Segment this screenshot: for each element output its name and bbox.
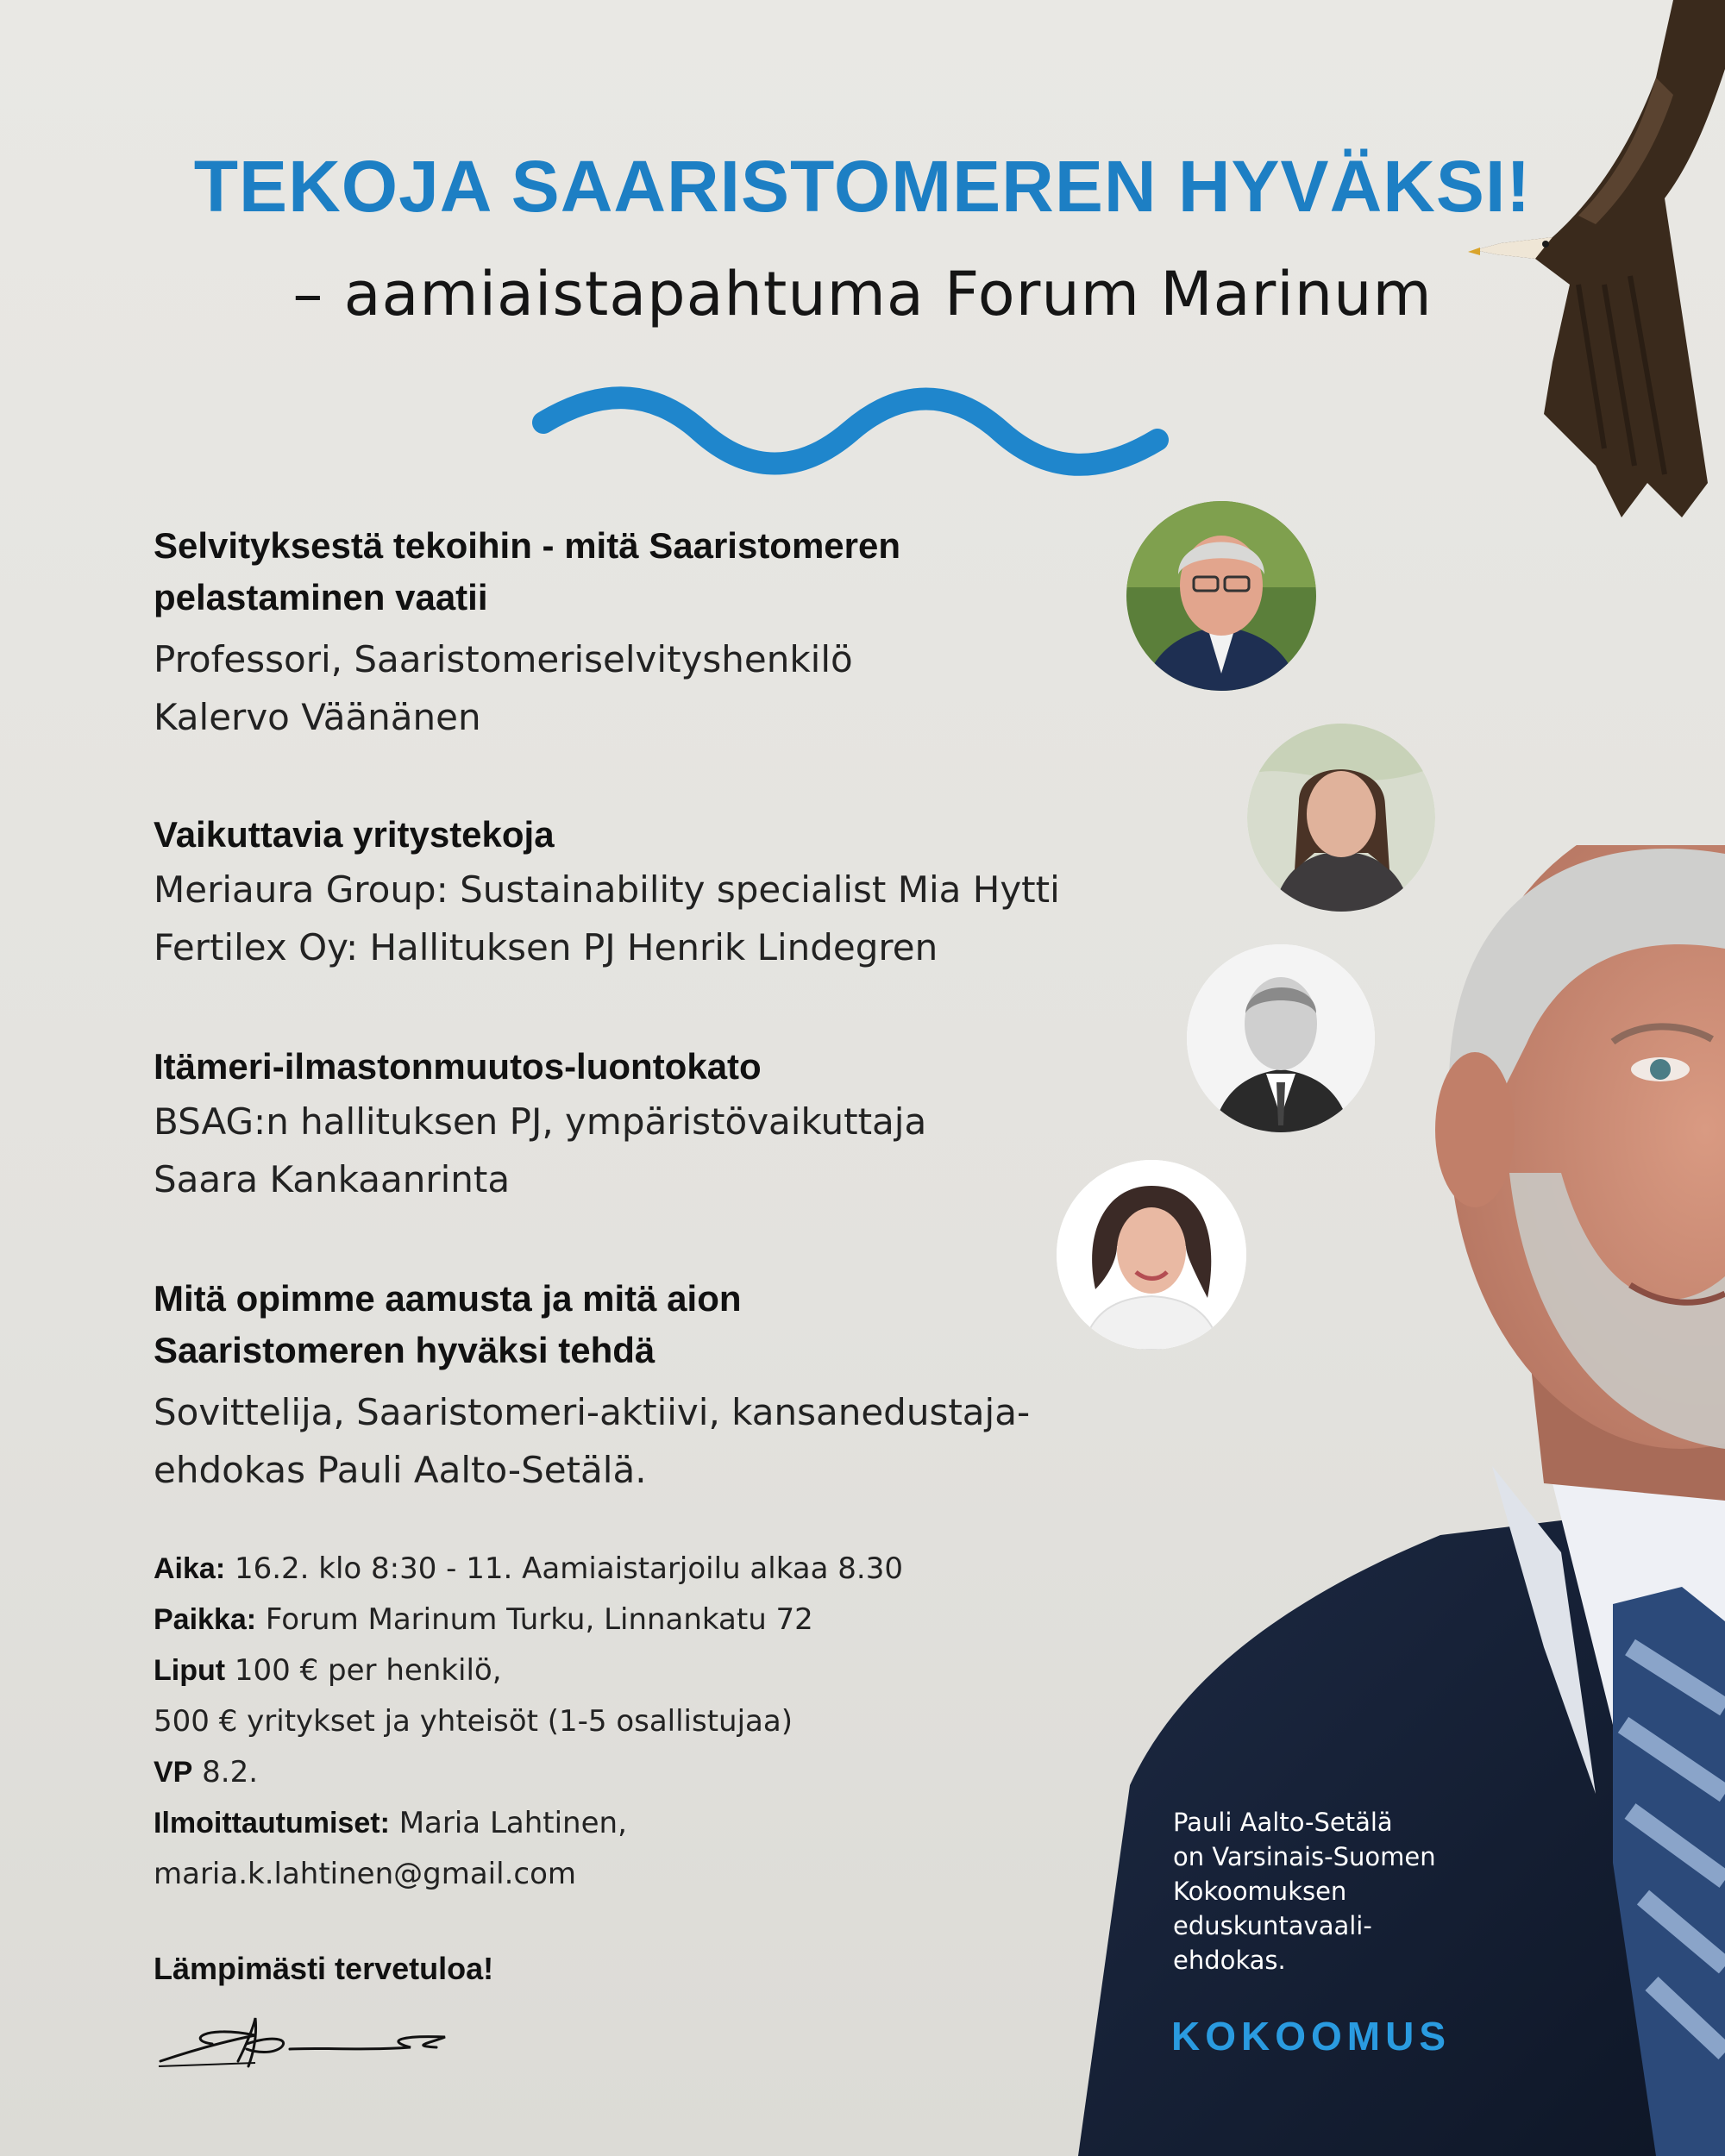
speaker-avatar-2: [1247, 724, 1435, 912]
speaker-avatar-1: [1126, 501, 1316, 691]
event-rsvp: [154, 1747, 1102, 1798]
candidate-caption: [1173, 1805, 1458, 1977]
signup-value: Maria Lahtinen,: [389, 1806, 627, 1840]
tickets-value: 100 € per henkilö,: [225, 1653, 502, 1688]
program-section-2: [154, 809, 1189, 976]
event-details: [154, 1544, 1102, 1900]
event-tickets: [154, 1645, 1102, 1696]
section-title: pelastaminen vaatii: [154, 577, 488, 617]
wave-decoration: [531, 379, 1170, 492]
event-tickets-organizations: 500 € yritykset ja yhteisöt (1-5 osallistujaa): [154, 1704, 793, 1739]
section-line: BSAG:n hallituksen PJ, ympäristövaikuttaja: [154, 1100, 927, 1143]
speaker-avatar-4: [1057, 1160, 1246, 1350]
place-value: Forum Marinum Turku, Linnankatu 72: [256, 1602, 813, 1637]
signup-email: maria.k.lahtinen@gmail.com: [154, 1857, 576, 1891]
caption-line: on Varsinais-Suomen: [1173, 1842, 1436, 1871]
section-line: ehdokas Pauli Aalto-Setälä.: [154, 1449, 647, 1491]
section-line: Fertilex Oy: Hallituksen PJ Henrik Lindegren: [154, 926, 938, 968]
section-line: Saara Kankaanrinta: [154, 1158, 511, 1200]
tickets-label: Liput: [154, 1654, 226, 1687]
event-signup: [154, 1798, 1102, 1849]
section-title: Selvityksestä tekoihin - mitä Saaristomeren: [154, 525, 901, 566]
time-label: Aika:: [154, 1552, 226, 1585]
caption-line: ehdokas.: [1173, 1946, 1286, 1975]
event-title: TEKOJA SAARISTOMEREN HYVÄKSI!: [193, 146, 1532, 227]
rsvp-value: 8.2.: [192, 1755, 259, 1789]
rsvp-label: VP: [154, 1756, 193, 1789]
section-title: Mitä opimme aamusta ja mitä aion: [154, 1278, 742, 1319]
section-line: Sovittelija, Saaristomeri-aktiivi, kansanedustaja-: [154, 1391, 1031, 1433]
caption-line: Kokoomuksen: [1173, 1877, 1347, 1906]
section-title: Vaikuttavia yritystekoja: [154, 814, 555, 855]
place-label: Paikka:: [154, 1603, 257, 1636]
event-place: [154, 1595, 1102, 1645]
signup-label: Ilmoittautumiset:: [154, 1807, 390, 1839]
section-line: Meriaura Group: Sustainability specialist Mia Hytti: [154, 868, 1060, 911]
party-logo-text: KOKOOMUS: [1171, 2014, 1451, 2059]
section-title: Itämeri-ilmastonmuutos-luontokato: [154, 1046, 762, 1087]
caption-line: Pauli Aalto-Setälä: [1173, 1808, 1393, 1837]
caption-line: eduskuntavaali-: [1173, 1911, 1372, 1940]
section-line: Professori, Saaristomeriselvityshenkilö: [154, 638, 853, 680]
signature: [152, 2009, 462, 2078]
section-title: Saaristomeren hyväksi tehdä: [154, 1330, 656, 1370]
program-section-3: [154, 1041, 1189, 1208]
time-value: 16.2. klo 8:30 - 11. Aamiaistarjoilu alkaa 8.30: [225, 1551, 903, 1586]
event-time: [154, 1544, 1102, 1595]
section-line: Kalervo Väänänen: [154, 696, 481, 738]
event-subtitle: – aamiaistapahtuma Forum Marinum: [292, 259, 1433, 329]
welcome-text: Lämpimästi tervetuloa!: [154, 1951, 494, 1986]
program-section-4: [154, 1273, 1189, 1499]
program-section-1: [154, 520, 1189, 746]
speaker-avatar-3: [1187, 944, 1375, 1132]
